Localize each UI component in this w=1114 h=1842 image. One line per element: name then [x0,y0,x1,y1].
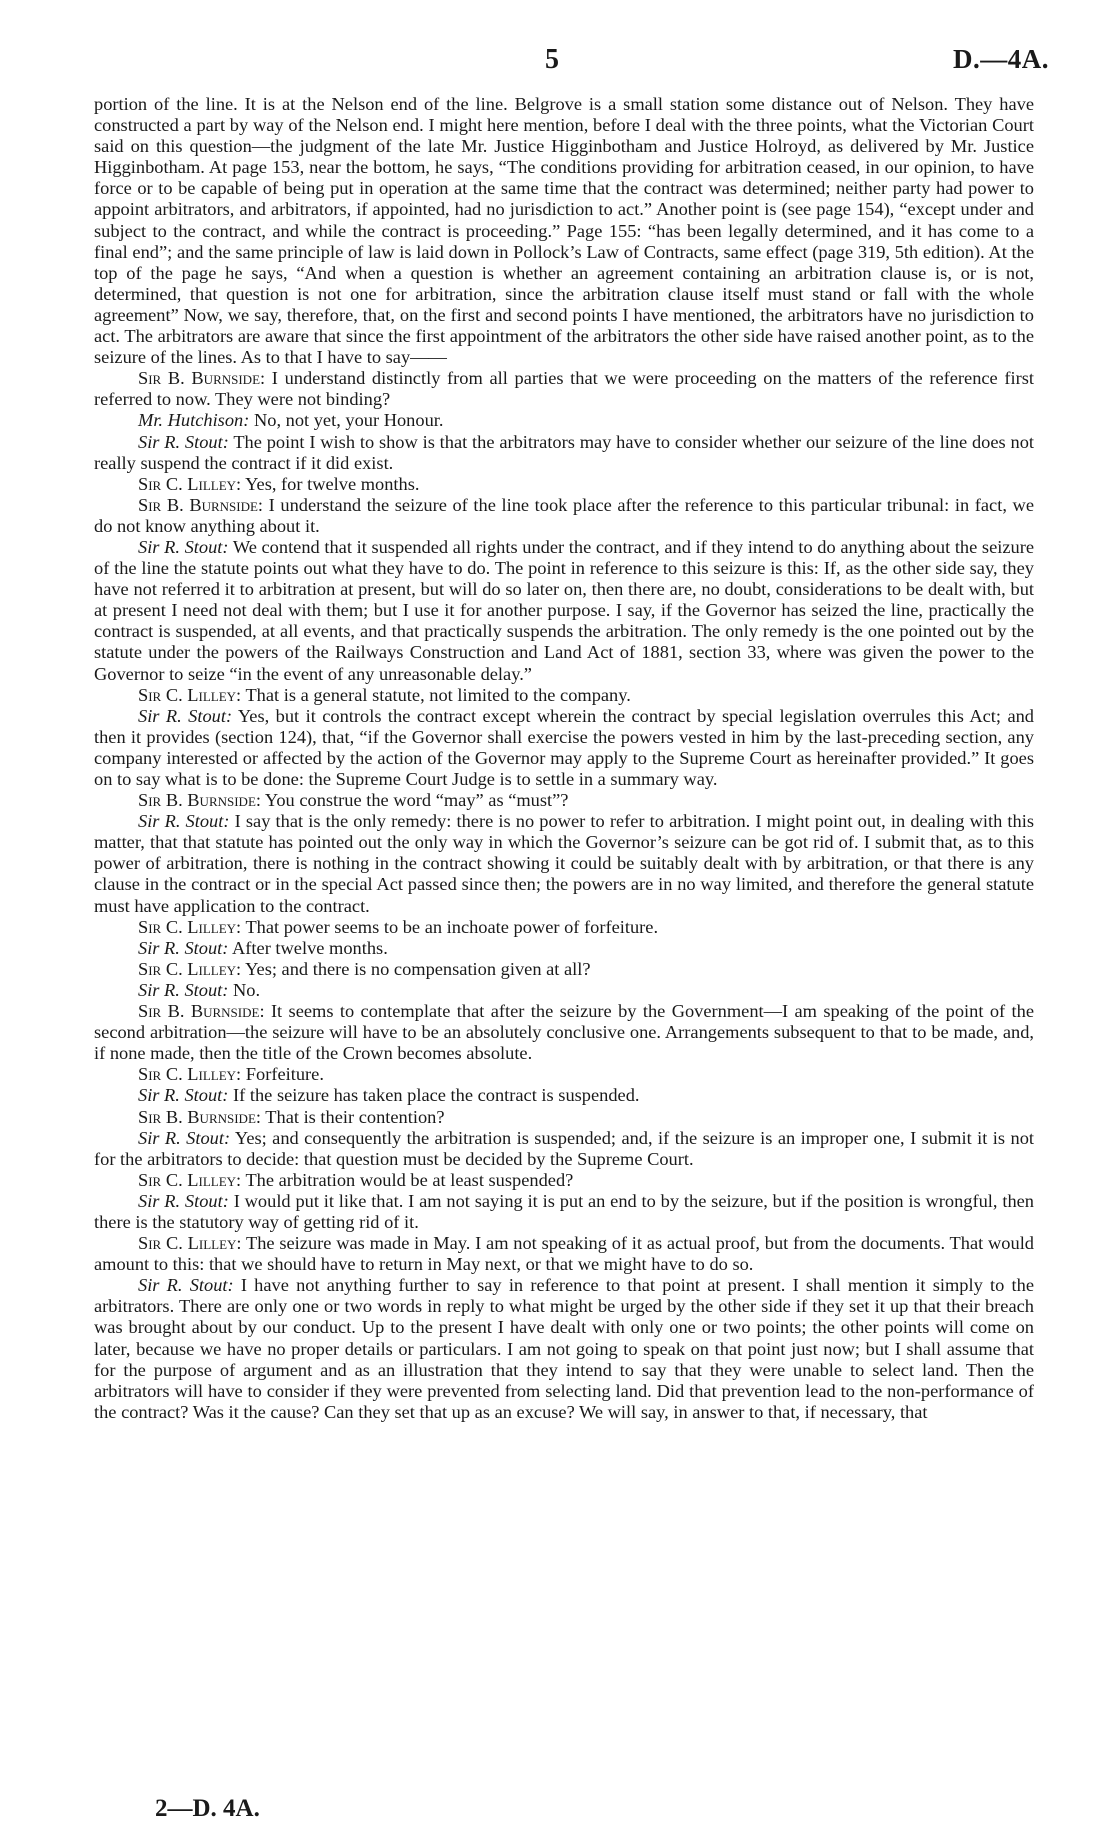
speaker-name: Sir C. Lilley: [138,684,242,705]
speaker-name: Sir C. Lilley: [138,1169,242,1190]
transcript-paragraph [94,706,1034,790]
transcript-paragraph [94,410,1034,431]
transcript-paragraph [94,432,1034,474]
speaker-name: Sir R. Stout: [138,811,230,832]
speaker-name: Sir C. Lilley: [138,958,242,979]
speaker-name: Sir B. Burnside: [138,494,264,515]
paragraph-text: The seizure was made in May. I am not speaking of it as actual proof, but from the documents. That would amount to this: that we should have to return in May next, or that we might have to do so. [94,1233,1035,1275]
transcript-paragraph [94,959,1034,980]
transcript-paragraph [94,1233,1034,1275]
speaker-name: Sir B. Burnside: [138,368,266,389]
paragraph-text: That is their contention? [265,1106,445,1127]
paragraph-text: Yes; and there is no compensation given at all? [245,958,591,979]
transcript-paragraph [94,938,1034,959]
transcript-paragraph [94,368,1034,410]
speaker-name: Mr. Hutchison: [138,410,250,431]
speaker-name: Sir C. Lilley: [138,1064,242,1085]
paragraph-text: I have not anything further to say in reference to that point at present. I shall mention it simply to the arbitrators. There are only one or two words in reply to what might be urged by the other side if they set it up that their breach was brought about by our conduct. Up to the present I have dealt with only one or two points; the other points will come on later, because we have no proper details or particulars. I am not going to speak on that point just now; but I shall assume that for the purpose of argument and as an illustration that they intend to say that they were unable to select land. Then the arbitrators will have to consider if they were prevented from selecting land. Did that prevention lead to the non-performance of the contract? Was it the cause? Can they set that up as an excuse? We will say, in answer to that, if necessary, that [94,1275,1034,1422]
paragraph-text: If the seizure has taken place the contract is suspended. [233,1085,640,1106]
transcript-paragraph [94,94,1034,368]
paragraph-text: I would put it like that. I am not saying it is put an end to by the seizure, but if the position is wrongful, then there is the statutory way of getting rid of it. [94,1190,1034,1232]
speaker-name: Sir B. Burnside: [138,790,261,811]
paragraph-text: No. [233,979,261,1000]
transcript-paragraph [94,811,1034,916]
document-reference: D.—4A. [953,44,1049,74]
speaker-name: Sir C. Lilley: [138,916,242,937]
transcript-paragraph [94,917,1034,938]
transcript-paragraph [94,1001,1034,1064]
printer-signature: 2—D. 4A. [155,1795,260,1822]
speaker-name: Sir R. Stout: [138,536,229,557]
paragraph-text: Forfeiture. [245,1064,324,1085]
transcript-paragraph [94,1275,1034,1423]
transcript-paragraph [94,1191,1034,1233]
speaker-name: Sir R. Stout: [138,1275,234,1296]
speaker-name: Sir C. Lilley: [138,1233,242,1254]
paragraph-text: You construe the word “may” as “must”? [264,790,569,811]
paragraph-text: I say that is the only remedy: there is no power to refer to arbitration. I might point out, in dealing with this matter, that that statute has pointed out the only way in which the Governor’s seizure can be got rid of. I submit that, as to this power of arbitration, there is nothing in the contract showing it could be suitably dealt with by arbitration, or that there is any clause in the contract or in the special Act passed since then; the powers are in no way limited, and therefore the general statute must have application to the contract. [94,811,1034,916]
transcript-paragraph [94,1128,1034,1170]
paragraph-text: I understand distinctly from all parties that we were proceeding on the matters of the reference first referred to now. They were not binding? [94,368,1034,410]
paragraph-text: We contend that it suspended all rights under the contract, and if they intend to do anything about the seizure of the line the statute points out what they have to do. The point in reference to this seizure is this: If, as the other side say, they have not referred it to arbitration at present, but will do so later on, then there are, no doubt, considerations to be dealt with, but at present I need not deal with them; but I use it for another purpose. I say, if the Governor has seized the line, practically the contract is suspended, at all events, and that practically suspends the arbitration. The only remedy is the one pointed out by the statute under the powers of the Railways Construction and Land Act of 1881, section 33, where was given the power to the Governor to seize “in the event of any unreasonable delay.” [94,536,1034,684]
transcript-paragraph [94,1085,1034,1106]
transcript-paragraph [94,980,1034,1001]
paragraph-text: Yes; and consequently the arbitration is suspended; and, if the seizure is an improper one, I submit it is not for the arbitrators to decide: that question must be decided by the Supreme Court. [94,1127,1035,1169]
paragraph-text: No, not yet, your Honour. [253,410,444,431]
paragraph-text: I understand the seizure of the line took place after the reference to this particular tribunal: in fact, we do not know anything about it. [94,494,1034,536]
paragraph-text: Yes, for twelve months. [245,473,420,494]
paragraph-text: It seems to contemplate that after the seizure by the Government—I am speaking of the point of the second arbitration—the seizure will have to be an absolutely conclusive one. Arrangements subsequent to that to be made, and, if none made, then the title of the Crown becomes absolute. [94,1001,1034,1064]
speaker-name: Sir R. Stout: [138,705,233,726]
paragraph-text: The arbitration would be at least suspended? [245,1169,574,1190]
paragraph-text: portion of the line. It is at the Nelson end of the line. Belgrove is a small station some distance out of Nelson. They have constructed a part by way of the Nelson end. I might here mention, before I deal with the three points, what the Victorian Court said on this question—the judgment of the late Mr. Justice Higginbotham and Justice Holroyd, as delivered by Mr. Justice Higginbotham. At page 153, near the bottom, he says, “The conditions providing for arbitration ceased, in our opinion, to have force or to be capable of being put in operation at the same time that the contract was determined; neither party had power to appoint arbitrators, and arbitrators, if appointed, had no jurisdiction to act.” Another point is (see page 154), “except under and subject to the contract, and while the contract is proceeding.” Page 155: “has been legally determined, and it has come to a final end”; and the same principle of law is laid down in Pollock’s Law of Contracts, same effect (page 319, 5th edition). At the top of the page he says, “And when a question is whether an agreement containing an arbitration clause is, or is not, determined, that question is not one for arbitration, since the arbitration clause itself must stand or fall with the whole agreement” Now, we say, therefore, that, on the first and second points I have mentioned, the arbitrators have no jurisdiction to act. The arbitrators are aware that since the first appointment of the arbitrators the other side have raised another point, as to the seizure of the lines. As to that I have to say—— [94,94,1034,368]
speaker-name: Sir B. Burnside: [138,1106,261,1127]
paragraph-text: After twelve months. [232,937,388,958]
paragraph-text: That power seems to be an inchoate power of forfeiture. [245,916,659,937]
transcript-paragraph [94,790,1034,811]
paragraph-text: Yes, but it controls the contract except wherein the contract by special legislation overrules this Act; and then it provides (section 124), that, “if the Governor shall exercise the powers vested in him by the last-preceding section, any company interested or affected by the action of the Governor may apply to the Supreme Court as hereinafter provided.” It goes on to say what is to be done: the Supreme Court Judge is to settle in a summary way. [94,705,1035,789]
speaker-name: Sir R. Stout: [138,1127,231,1148]
speaker-name: Sir R. Stout: [138,1085,229,1106]
speaker-name: Sir R. Stout: [138,979,229,1000]
transcript-paragraph [94,474,1034,495]
page-header [0,44,1114,80]
transcript-paragraph [94,1107,1034,1128]
transcript-paragraph [94,495,1034,537]
speaker-name: Sir R. Stout: [138,937,229,958]
speaker-name: Sir R. Stout: [138,431,229,452]
paragraph-text: The point I wish to show is that the arbitrators may have to consider whether our seizure of the line does not really suspend the contract if it did exist. [94,431,1034,473]
paragraph-text: That is a general statute, not limited to the company. [245,684,631,705]
speaker-name: Sir R. Stout: [138,1190,229,1211]
transcript-paragraph [94,685,1034,706]
document-body [94,94,1034,1423]
page-number: 5 [545,44,559,75]
speaker-name: Sir B. Burnside: [138,1001,265,1022]
transcript-paragraph [94,1170,1034,1191]
speaker-name: Sir C. Lilley: [138,473,242,494]
transcript-paragraph [94,537,1034,685]
transcript-paragraph [94,1064,1034,1085]
